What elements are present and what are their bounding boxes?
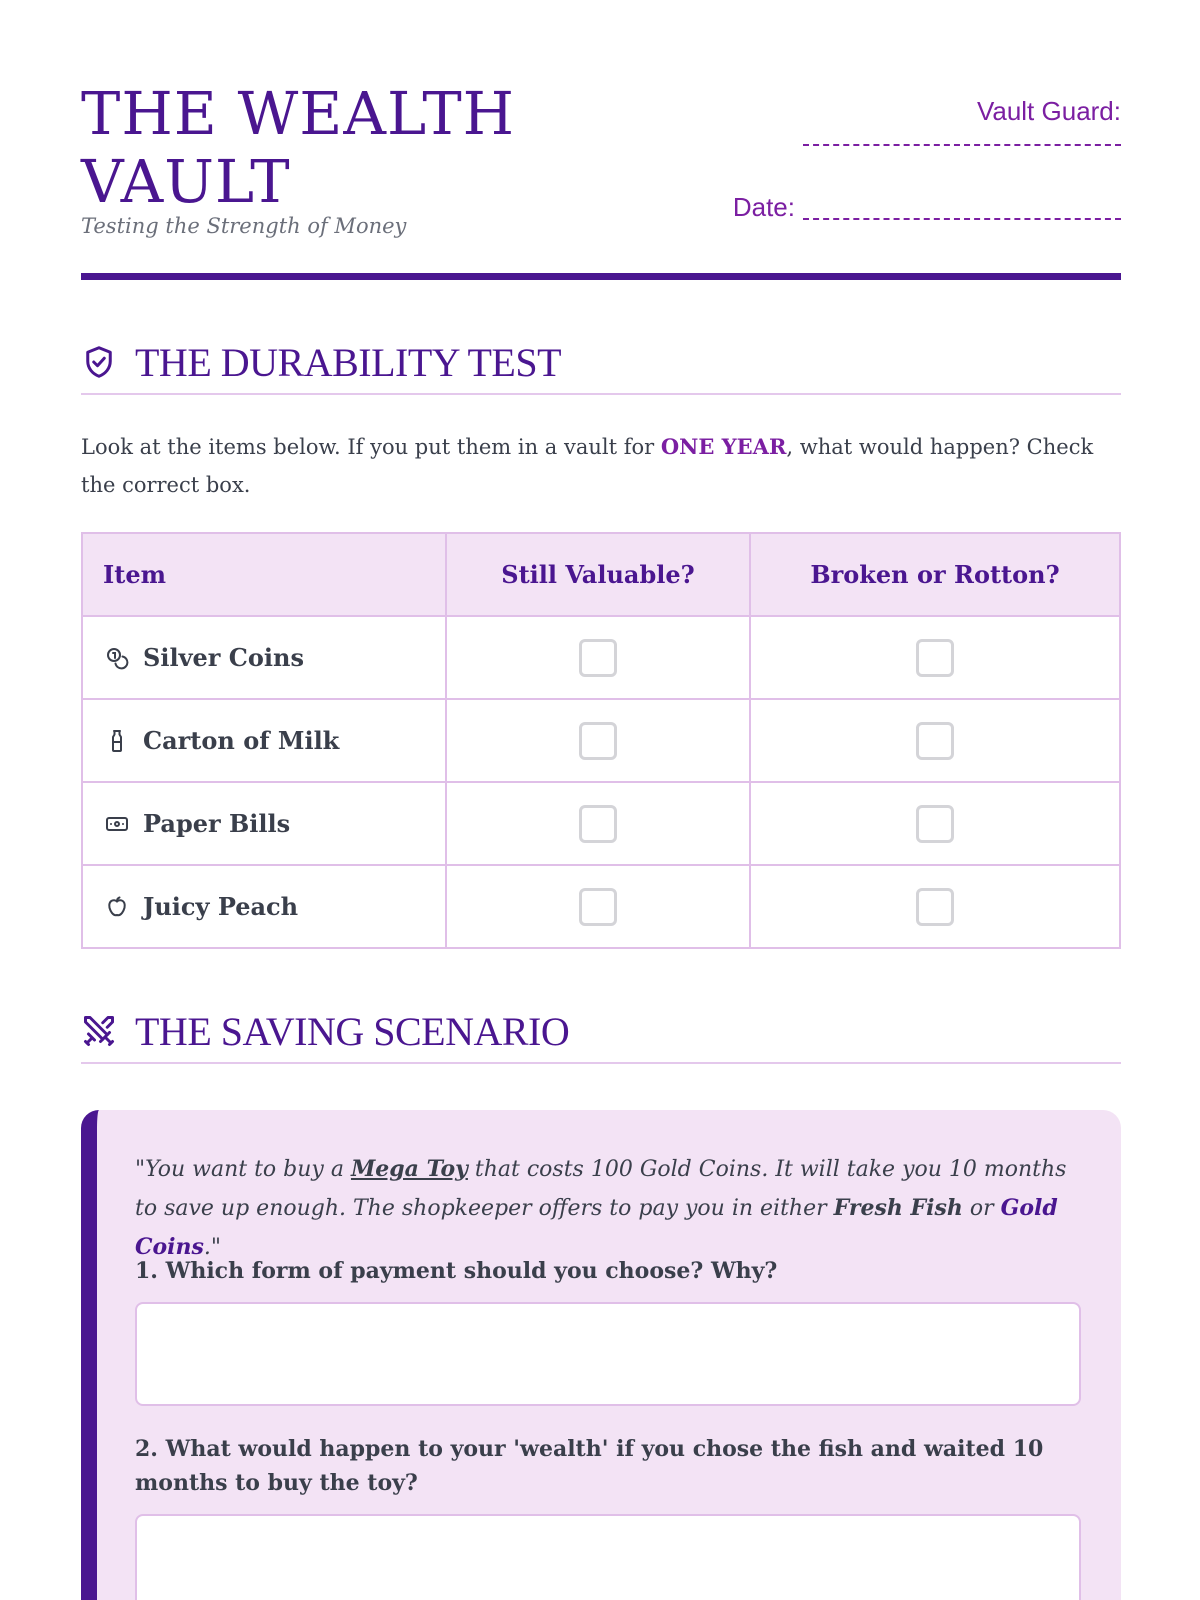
column-header-item: Item — [82, 533, 446, 616]
quote-gold-coins: Gold Coins — [135, 1195, 1058, 1260]
valuable-cell — [446, 782, 750, 865]
durability-table — [81, 532, 1121, 949]
broken-checkbox[interactable] — [916, 805, 954, 843]
quote-part: that costs 100 Gold Coins. It will take you 10 months to save up enough. The shopkeeper offers to pay you in either — [135, 1157, 1067, 1221]
saving-scenario-panel — [81, 1110, 1121, 1600]
column-header-broken: Broken or Rotton? — [750, 533, 1120, 616]
header-divider — [81, 273, 1121, 280]
column-header-valuable: Still Valuable? — [446, 533, 750, 616]
milk-carton-icon — [105, 729, 129, 753]
answer-1-field[interactable] — [135, 1302, 1081, 1406]
intro-text-start: Look at the items below. If you put them in a vault for — [81, 435, 661, 459]
item-cell — [82, 782, 446, 865]
valuable-checkbox[interactable] — [579, 805, 617, 843]
table-row — [82, 699, 1120, 782]
quote-mega-toy: Mega Toy — [350, 1156, 468, 1182]
durability-instructions — [81, 428, 1121, 504]
valuable-checkbox[interactable] — [579, 888, 617, 926]
valuable-cell — [446, 616, 750, 699]
vault-guard-label: Vault Guard: — [976, 96, 1121, 126]
item-label: Silver Coins — [143, 643, 304, 672]
broken-checkbox[interactable] — [916, 722, 954, 760]
table-row — [82, 782, 1120, 865]
scenario-quote — [135, 1150, 1075, 1267]
coins-icon — [105, 646, 129, 670]
intro-text-end: , what would happen? Check the correct box. — [81, 435, 1094, 497]
item-cell — [82, 699, 446, 782]
saving-section-heading — [81, 1000, 1121, 1064]
table-row — [82, 865, 1120, 948]
vault-guard-line[interactable] — [803, 144, 1121, 146]
durability-title: THE DURABILITY TEST — [135, 339, 562, 385]
broken-cell — [750, 616, 1120, 699]
item-label: Paper Bills — [143, 809, 291, 838]
quote-part: ." — [203, 1235, 222, 1260]
valuable-cell — [446, 699, 750, 782]
date-line[interactable] — [803, 218, 1121, 220]
intro-highlight: ONE YEAR — [660, 434, 787, 459]
broken-checkbox[interactable] — [916, 888, 954, 926]
valuable-checkbox[interactable] — [579, 722, 617, 760]
worksheet-header — [81, 0, 1121, 282]
shield-check-icon — [81, 344, 117, 380]
date-label: Date: — [732, 192, 795, 222]
worksheet-page — [81, 0, 1121, 1496]
quote-fresh-fish: Fresh Fish — [833, 1195, 963, 1221]
item-cell — [82, 865, 446, 948]
quote-part: or — [962, 1196, 1001, 1221]
broken-checkbox[interactable] — [916, 639, 954, 677]
saving-title: THE SAVING SCENARIO — [135, 1008, 570, 1054]
apple-icon — [105, 895, 129, 919]
banknote-icon — [105, 812, 129, 836]
item-label: Juicy Peach — [143, 892, 299, 921]
quote-part: "You want to buy a — [135, 1157, 351, 1182]
broken-cell — [750, 782, 1120, 865]
page-subtitle: Testing the Strength of Money — [81, 214, 407, 238]
durability-section-heading — [81, 331, 1121, 395]
table-header-row — [82, 533, 1120, 616]
valuable-checkbox[interactable] — [579, 639, 617, 677]
table-row — [82, 616, 1120, 699]
page-title: THE WEALTH VAULT — [81, 79, 516, 216]
question-1: 1. Which form of payment should you choose? Why? — [135, 1258, 778, 1284]
item-cell — [82, 616, 446, 699]
valuable-cell — [446, 865, 750, 948]
broken-cell — [750, 865, 1120, 948]
broken-cell — [750, 699, 1120, 782]
answer-2-field[interactable] — [135, 1514, 1081, 1600]
item-label: Carton of Milk — [143, 726, 340, 755]
question-2: 2. What would happen to your 'wealth' if you chose the fish and waited 10 months to buy the toy? — [135, 1436, 1044, 1496]
crossed-swords-icon — [81, 1013, 117, 1049]
